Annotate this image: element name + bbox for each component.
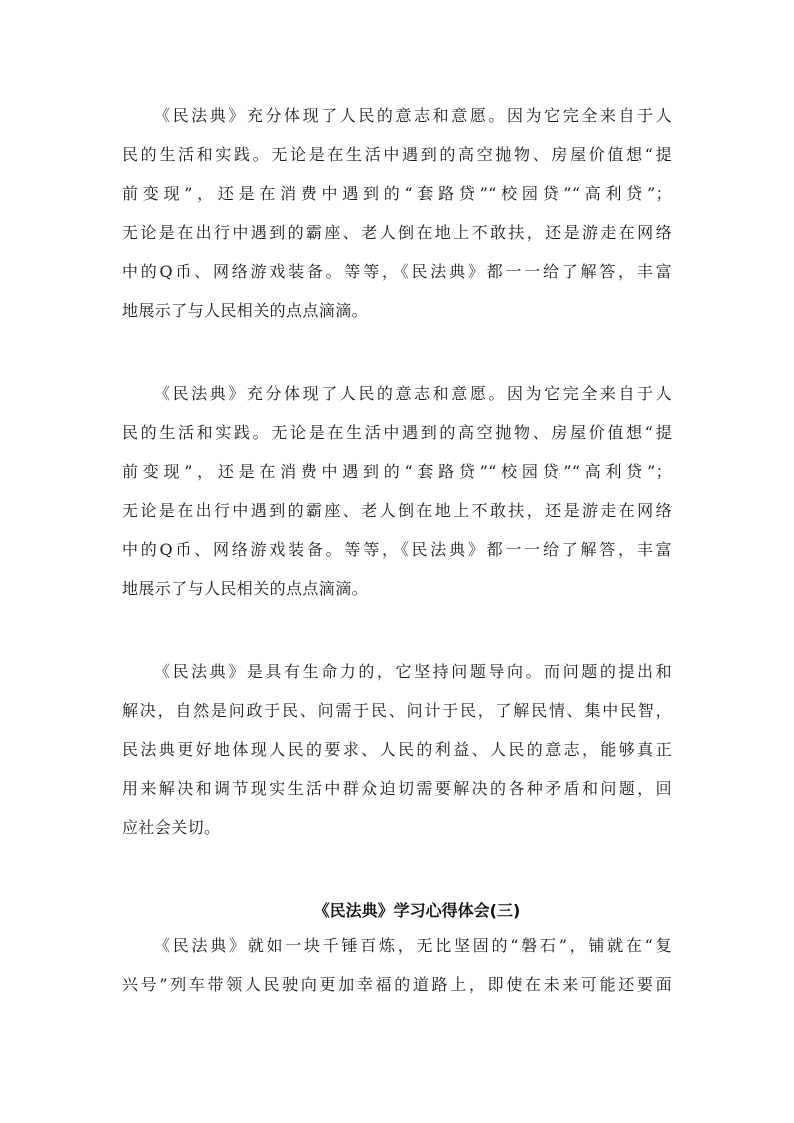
paragraph-line: 兴号”列车带领人民驶向更加幸福的道路上，即使在未来可能还要面 [122,975,672,994]
paragraph-line: 无论是在出行中遇到的霸座、老人倒在地上不敢扶，还是游走在网络 [122,223,672,242]
body-paragraph-1 [122,96,672,330]
paragraph-line: 应社会关切。 [122,818,221,837]
paragraph-line: 地展示了与人民相关的点点滴滴。 [122,579,369,598]
body-paragraph-4 [122,926,672,1004]
paragraph-line: 《民法典》就如一块千锤百炼，无比坚固的“磐石”，铺就在“复 [154,936,672,955]
body-paragraph-2 [122,374,672,608]
paragraph-line: 民的生活和实践。无论是在生活中遇到的高空抛物、房屋价值想“提 [122,145,672,164]
section-heading: 《民法典》学习心得体会(三) [313,901,521,920]
paragraph-line: 《民法典》是具有生命力的，它坚持问题导向。而问题的提出和 [154,662,672,681]
paragraph-line: 地展示了与人民相关的点点滴滴。 [122,301,369,320]
paragraph-line: 无论是在出行中遇到的霸座、老人倒在地上不敢扶，还是游走在网络 [122,501,672,520]
paragraph-line: 中的Q币、网络游戏装备。等等，《民法典》都一一给了解答，丰富 [122,262,672,281]
paragraph-line: 前变现”，还是在消费中遇到的“套路贷”“校园贷”“高利贷”； [122,462,672,481]
body-paragraph-3 [122,652,672,847]
paragraph-line: 《民法典》充分体现了人民的意志和意愿。因为它完全来自于人 [154,384,672,403]
paragraph-line: 民的生活和实践。无论是在生活中遇到的高空抛物、房屋价值想“提 [122,423,672,442]
paragraph-line: 解决，自然是问政于民、问需于民、问计于民，了解民情、集中民智， [122,701,672,720]
paragraph-line: 前变现”，还是在消费中遇到的“套路贷”“校园贷”“高利贷”； [122,184,672,203]
paragraph-line: 《民法典》充分体现了人民的意志和意愿。因为它完全来自于人 [154,106,672,125]
paragraph-line: 民法典更好地体现人民的要求、人民的利益、人民的意志，能够真正 [122,740,672,759]
paragraph-line: 中的Q币、网络游戏装备。等等，《民法典》都一一给了解答，丰富 [122,540,672,559]
paragraph-line: 用来解决和调节现实生活中群众迫切需要解决的各种矛盾和问题，回 [122,779,672,798]
